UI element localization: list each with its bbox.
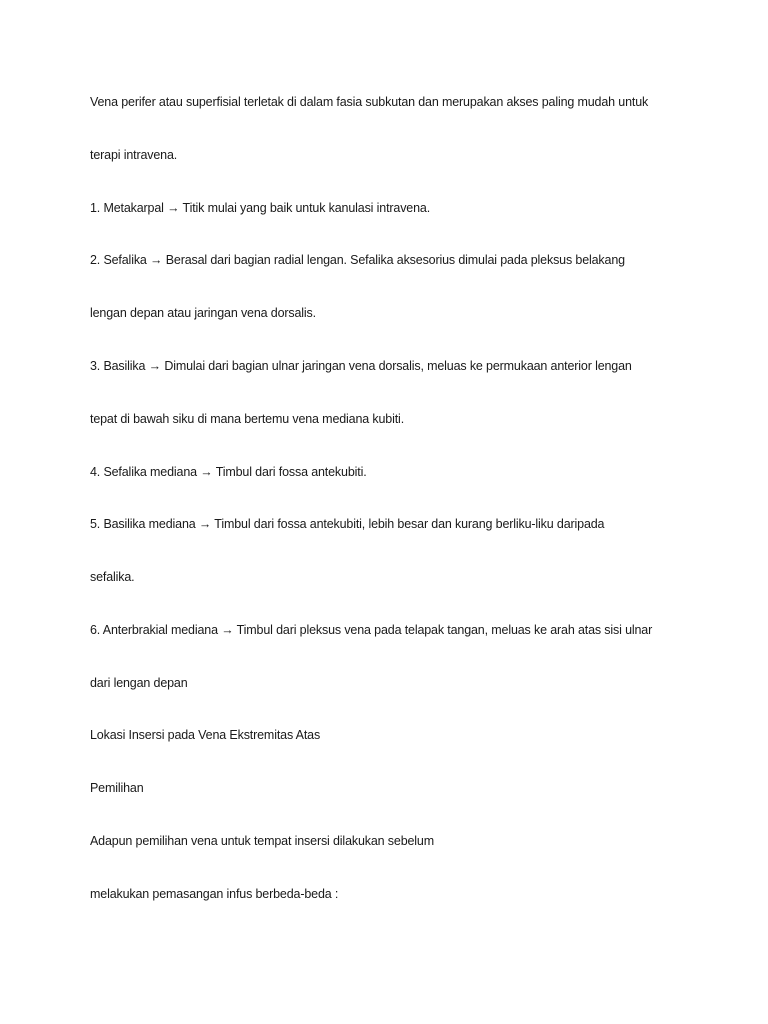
list-item: 1. Metakarpal → Titik mulai yang baik untuk kanulasi intravena. [90, 201, 431, 215]
text-line: sefalika. [90, 570, 135, 584]
list-item: 5. Basilika mediana → Timbul dari fossa antekubiti, lebih besar dan kurang berliku-liku daripada [90, 517, 605, 531]
list-item: 2. Sefalika → Berasal dari bagian radial lengan. Sefalika aksesorius dimulai pada pleksus belakang [90, 253, 625, 267]
text-line: Adapun pemilihan vena untuk tempat insersi dilakukan sebelum [90, 834, 434, 848]
text-line: lengan depan atau jaringan vena dorsalis. [90, 306, 316, 320]
text-line: Vena perifer atau superfisial terletak di dalam fasia subkutan dan merupakan akses paling mudah untuk [90, 95, 649, 109]
text-line: dari lengan depan [90, 676, 188, 690]
text-line: tepat di bawah siku di mana bertemu vena mediana kubiti. [90, 412, 405, 426]
text-line: melakukan pemasangan infus berbeda-beda : [90, 887, 339, 901]
list-item: 4. Sefalika mediana → Timbul dari fossa antekubiti. [90, 465, 367, 479]
list-item: 3. Basilika → Dimulai dari bagian ulnar jaringan vena dorsalis, meluas ke permukaan anterior lengan [90, 359, 632, 373]
section-heading: Lokasi Insersi pada Vena Ekstremitas Atas [90, 728, 321, 742]
text-line: terapi intravena. [90, 148, 178, 162]
subsection-heading: Pemilihan [90, 781, 144, 795]
list-item: 6. Anterbrakial mediana → Timbul dari pleksus vena pada telapak tangan, meluas ke arah atas sisi ulnar [90, 623, 653, 637]
